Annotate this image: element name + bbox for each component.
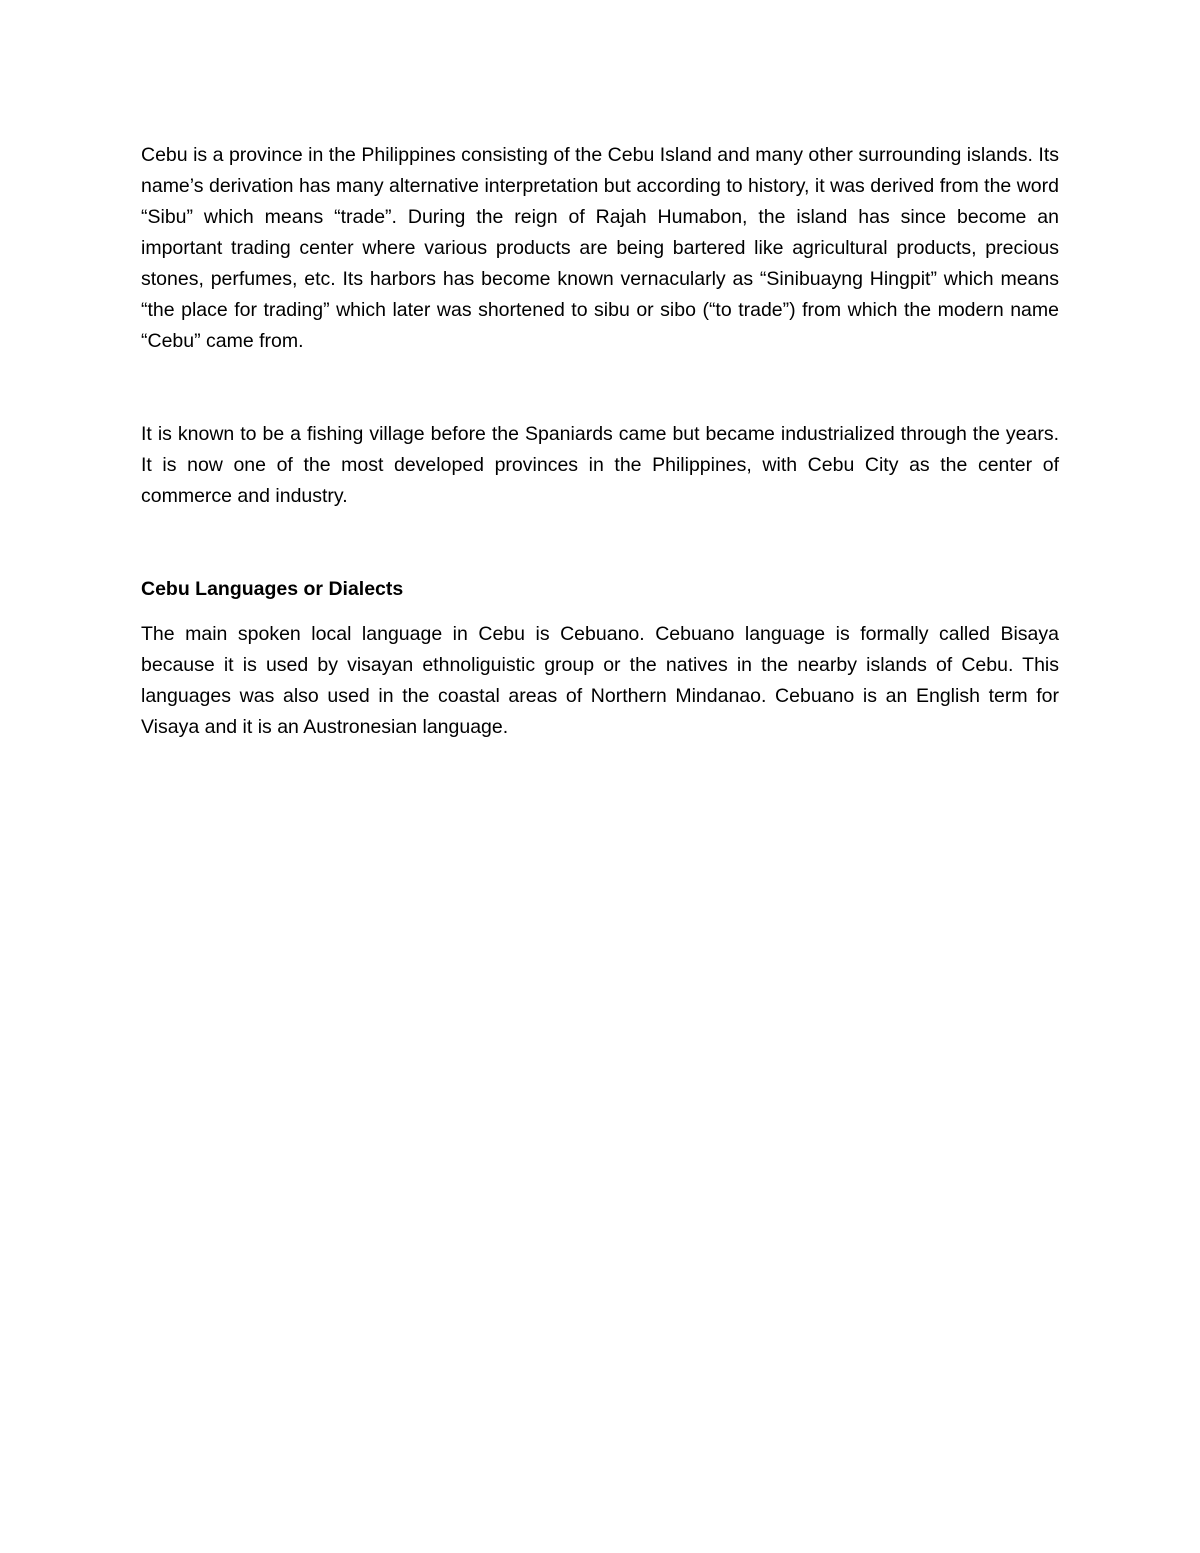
section-heading-languages: Cebu Languages or Dialects [141, 578, 404, 600]
paragraph-cebu-languages: The main spoken local language in Cebu is Cebuano. Cebuano language is formally called Bisaya because it is used by visayan ethnoliguistic group or the natives in the nearby islands of Cebu. This languages was also used in the coastal areas of Northern Mindanao. Cebuano is an English term for Visaya and it is an Austronesian language. [141, 623, 1059, 738]
paragraph-cebu-intro: Cebu is a province in the Philippines consisting of the Cebu Island and many other surrounding islands. Its name’s derivation has many alternative interpretation but according to history, it was derived from the word “Sibu” which means “trade”. During the reign of Rajah Humabon, the island has since become an important trading center where various products are being bartered like agricultural products, precious stones, perfumes, etc. Its harbors has become known vernacularly as “Sinibuayng Hingpit” which means “the place for trading” which later was shortened to sibu or sibo (“to trade”) from which the modern name “Cebu” came from. [141, 144, 1059, 352]
paragraph-cebu-history: It is known to be a fishing village before the Spaniards came but became industrialized through the years. It is now one of the most developed provinces in the Philippines, with Cebu City as the center of commerce and industry. [141, 423, 1059, 507]
document-body [141, 140, 1059, 743]
